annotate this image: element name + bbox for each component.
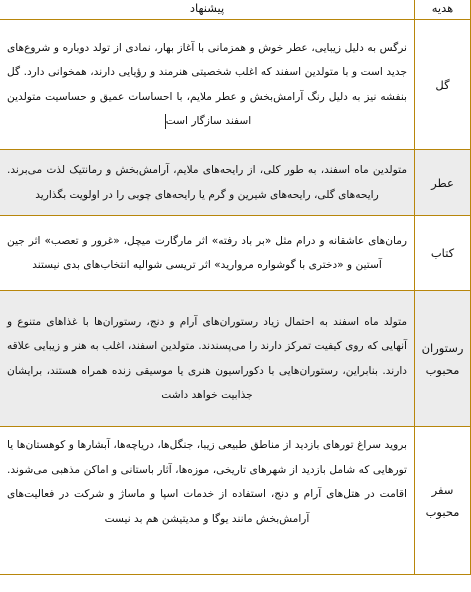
gift-cell: رستوران محبوب bbox=[415, 291, 471, 427]
suggestion-text: متولدین ماه اسفند، به طور کلی، از رایحه‌های ملایم، آرامش‌بخش و رمانتیک لذت می‌برند. رایحه‌های گلی، رایحه‌های شیرین و گرم یا رایحه‌های چوبی را در اولویت بگذارید bbox=[7, 164, 407, 201]
suggestion-cell bbox=[0, 427, 415, 575]
header-gift: هدیه bbox=[415, 0, 471, 20]
suggestion-text: متولد ماه اسفند به احتمال زیاد رستوران‌های آرام و دنج، رستوران‌ها با غذاهای متنوع و آنهایی که روی کیفیت تمرکز دارند را می‌پسندند. متولدین اسفند، اغلب به هنر و زیبایی علاقه دارند. بنابراین، رستوران‌هایی با دکوراسیون هنری یا موسیقی زنده همراه هستند، برایشان جذابیت خواهد داشت bbox=[7, 315, 407, 401]
suggestion-text: نرگس به دلیل زیبایی، عطر خوش و همزمانی با آغاز بهار، نمادی از تولد دوباره و شروع‌های جدید است و با متولدین اسفند که اغلب شخصیتی هنرمند و رؤیایی دارند، همخوانی دارد. گل بنفشه نیز به دلیل رنگ آرامش‌بخش و عطر ملایم، با احساسات عمیق و حساسیت متولدین اسفند سازگار است bbox=[7, 41, 407, 127]
gift-cell: کتاب bbox=[415, 216, 471, 291]
table-header-row bbox=[0, 0, 471, 20]
header-suggestion: پیشنهاد bbox=[0, 0, 415, 20]
suggestion-text: بروید سراغ تورهای بازدید از مناطق طبیعی زیبا، جنگل‌ها، دریاچه‌ها، آبشارها و کوهستان‌ها یا تورهایی که شامل بازدید از شهرهای تاریخی، موزه‌ها، آثار باستانی و اماکن مذهبی می‌شوند. اقامت در هتل‌های آرام و دنج، استفاده از خدمات اسپا و ماساژ و شرکت در فعالیت‌های آرامش‌بخش مانند یوگا و مدیتیشن هم بد نیست bbox=[7, 439, 407, 525]
suggestion-cell bbox=[0, 291, 415, 427]
table-row bbox=[0, 20, 471, 150]
table-row bbox=[0, 291, 471, 427]
gift-cell: گل bbox=[415, 20, 471, 150]
table-row bbox=[0, 150, 471, 216]
suggestion-cell bbox=[0, 150, 415, 216]
gift-cell: عطر bbox=[415, 150, 471, 216]
table-row bbox=[0, 216, 471, 291]
suggestion-cell bbox=[0, 216, 415, 291]
gift-cell: سفر محبوب bbox=[415, 427, 471, 575]
table-row bbox=[0, 427, 471, 575]
suggestion-text: رمان‌های عاشقانه و درام مثل «بر باد رفته» اثر مارگارت میچل، «غرور و تعصب» اثر جین آستین و «دختری با گوشواره مروارید» اثر تریسی شوالیه انتخاب‌های بدی نیستند bbox=[7, 234, 407, 271]
suggestion-cell[interactable] bbox=[0, 20, 415, 150]
